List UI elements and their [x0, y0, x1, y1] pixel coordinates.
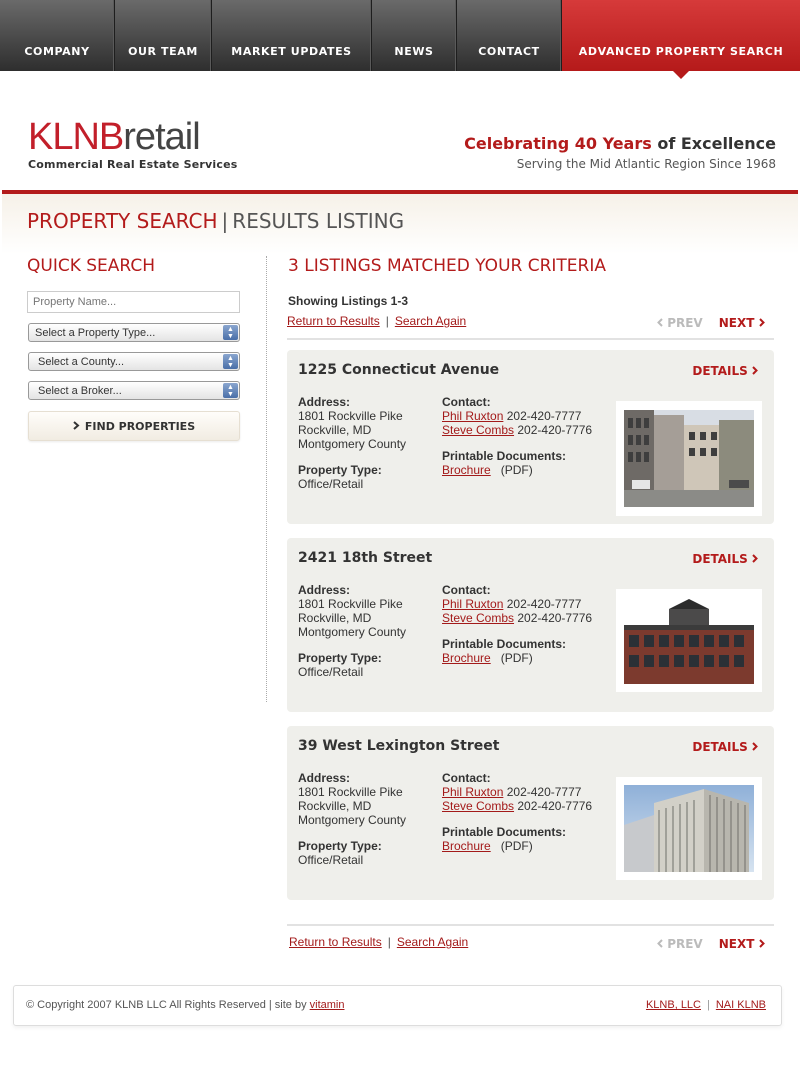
doc-type: (PDF) — [500, 463, 533, 477]
listing-address — [298, 771, 406, 867]
nav-company[interactable]: COMPANY — [0, 0, 115, 71]
next-button[interactable] — [719, 316, 765, 330]
results-divider-top — [287, 338, 774, 340]
page-title-left: PROPERTY SEARCH — [27, 209, 218, 233]
county-select-value: Select a County... — [38, 356, 125, 368]
doc-type: (PDF) — [500, 839, 533, 853]
tagline — [464, 134, 776, 171]
top-navigation — [0, 0, 800, 71]
property-type-label: Property Type: — [298, 463, 382, 477]
broker-select-value: Select a Broker... — [38, 385, 122, 397]
address-line1: 1801 Rockville Pike — [298, 785, 403, 799]
find-properties-button[interactable] — [28, 411, 240, 441]
property-name-input[interactable] — [27, 291, 240, 313]
pager-top — [657, 316, 765, 330]
brochure-link[interactable]: Brochure — [442, 839, 491, 853]
nav-market-updates[interactable]: MARKET UPDATES — [212, 0, 372, 71]
footer-links — [646, 999, 766, 1011]
county-select[interactable] — [28, 352, 240, 371]
property-type-value: Office/Retail — [298, 853, 364, 867]
tagline-sub: Serving the Mid Atlantic Region Since 1968 — [516, 157, 776, 171]
contact-phone: 202-420-7777 — [506, 597, 582, 611]
chevron-right-icon — [759, 939, 765, 948]
property-type-value: Office/Retail — [298, 477, 364, 491]
prev-label: PREV — [667, 937, 703, 951]
quick-search-title: QUICK SEARCH — [27, 256, 156, 276]
listing-name[interactable]: 1225 Connecticut Avenue — [298, 362, 500, 378]
tagline-main — [464, 134, 776, 153]
klnb-retail-logo[interactable] — [28, 118, 237, 171]
broker-select[interactable] — [28, 381, 240, 400]
address-line3: Montgomery County — [298, 813, 407, 827]
contact-name-link[interactable]: Steve Combs — [442, 799, 515, 813]
contact-label: Contact: — [442, 771, 491, 785]
details-button[interactable] — [692, 364, 758, 378]
address-line2: Rockville, MD — [298, 423, 372, 437]
logo-wordmark — [28, 118, 237, 156]
listing-contact — [442, 771, 592, 853]
listing-card — [287, 726, 774, 900]
copyright — [26, 999, 345, 1011]
select-arrows-icon: ▲ ▼ — [223, 383, 238, 398]
contact-phone: 202-420-7777 — [506, 785, 582, 799]
nav-advanced-property-search[interactable]: ADVANCED PROPERTY SEARCH — [562, 0, 800, 71]
contact-label: Contact: — [442, 583, 491, 597]
nai-klnb-link[interactable]: NAI KLNB — [715, 999, 766, 1011]
return-to-results-link[interactable]: Return to Results — [287, 314, 380, 328]
address-label: Address: — [298, 583, 351, 597]
logo-retail: retail — [123, 116, 200, 158]
details-button[interactable] — [692, 740, 758, 754]
page-title — [27, 209, 404, 233]
find-properties-label: FIND PROPERTIES — [84, 419, 196, 433]
property-photo-image — [624, 785, 754, 872]
property-photo-image — [624, 410, 754, 507]
chevron-right-icon — [73, 420, 80, 433]
printable-docs-label: Printable Documents: — [442, 637, 567, 651]
showing-listings: Showing Listings 1-3 — [288, 294, 409, 308]
tagline-excellence: of Excellence — [651, 134, 776, 153]
results-links-top — [287, 314, 466, 328]
property-photo[interactable] — [616, 589, 762, 692]
address-line3: Montgomery County — [298, 625, 407, 639]
prev-button[interactable] — [657, 316, 703, 330]
contact-name-link[interactable]: Steve Combs — [442, 423, 515, 437]
property-photo[interactable] — [616, 777, 762, 880]
details-label: DETAILS — [692, 364, 748, 378]
chevron-right-icon — [759, 318, 765, 327]
property-type-select[interactable] — [28, 323, 240, 342]
property-type-value: Office/Retail — [298, 665, 364, 679]
address-label: Address: — [298, 771, 351, 785]
footer — [13, 985, 782, 1026]
contact-name-link[interactable]: Phil Ruxton — [442, 409, 504, 423]
tagline-celebrating: Celebrating 40 Years — [464, 134, 652, 153]
address-line2: Rockville, MD — [298, 611, 372, 625]
logo-subtitle: Commercial Real Estate Services — [28, 158, 238, 171]
listing-contact — [442, 395, 592, 477]
contact-name-link[interactable]: Phil Ruxton — [442, 597, 504, 611]
contact-label: Contact: — [442, 395, 491, 409]
address-line1: 1801 Rockville Pike — [298, 597, 403, 611]
details-label: DETAILS — [692, 552, 748, 566]
details-label: DETAILS — [692, 740, 748, 754]
listing-name[interactable]: 39 West Lexington Street — [298, 738, 500, 754]
klnb-llc-link[interactable]: KLNB, LLC — [645, 999, 701, 1011]
copyright-text: © Copyright 2007 KLNB LLC All Rights Reserved | site by — [26, 999, 310, 1011]
link-separator: | — [385, 314, 389, 328]
search-again-link[interactable]: Search Again — [396, 935, 469, 949]
nav-news[interactable]: NEWS — [372, 0, 457, 71]
address-line3: Montgomery County — [298, 437, 407, 451]
chevron-left-icon — [657, 318, 663, 327]
results-title: 3 LISTINGS MATCHED YOUR CRITERIA — [288, 256, 607, 276]
listing-address — [298, 583, 406, 679]
nav-our-team[interactable]: OUR TEAM — [115, 0, 212, 71]
contact-phone: 202-420-7776 — [517, 611, 593, 625]
listing-address — [298, 395, 406, 491]
link-separator: | — [387, 935, 391, 949]
listing-card — [287, 538, 774, 712]
contact-name-link[interactable]: Steve Combs — [442, 611, 515, 625]
next-button[interactable] — [719, 937, 765, 951]
nav-contact[interactable]: CONTACT — [457, 0, 562, 71]
property-type-label: Property Type: — [298, 651, 382, 665]
contact-phone: 202-420-7777 — [506, 409, 582, 423]
brochure-link[interactable]: Brochure — [442, 463, 491, 477]
prev-button[interactable] — [657, 937, 703, 951]
vitamin-link[interactable]: vitamin — [309, 999, 345, 1011]
page-title-right: RESULTS LISTING — [232, 209, 405, 233]
select-arrows-icon: ▲ ▼ — [223, 325, 238, 340]
contact-phone: 202-420-7776 — [517, 799, 593, 813]
details-button[interactable] — [692, 552, 758, 566]
results-links-bottom — [289, 935, 468, 949]
property-type-select-value: Select a Property Type... — [35, 327, 156, 339]
page-title-separator: | — [221, 209, 229, 233]
listing-name[interactable]: 2421 18th Street — [298, 550, 433, 566]
pager-bottom — [657, 937, 765, 951]
footer-separator: | — [707, 999, 710, 1011]
return-to-results-link[interactable]: Return to Results — [289, 935, 382, 949]
listing-card — [287, 350, 774, 524]
printable-docs-label: Printable Documents: — [442, 825, 567, 839]
column-divider — [266, 256, 267, 702]
chevron-right-icon — [752, 742, 758, 751]
chevron-left-icon — [657, 939, 663, 948]
select-arrows-icon: ▲ ▼ — [223, 354, 238, 369]
logo-klnb: KLNB — [28, 116, 124, 158]
chevron-right-icon — [752, 366, 758, 375]
doc-type: (PDF) — [500, 651, 533, 665]
contact-phone: 202-420-7776 — [517, 423, 593, 437]
address-label: Address: — [298, 395, 351, 409]
results-divider-bottom — [287, 924, 774, 926]
address-line2: Rockville, MD — [298, 799, 372, 813]
chevron-right-icon — [752, 554, 758, 563]
property-type-label: Property Type: — [298, 839, 382, 853]
brochure-link[interactable]: Brochure — [442, 651, 491, 665]
next-label: NEXT — [718, 316, 755, 330]
next-label: NEXT — [718, 937, 755, 951]
property-photo[interactable] — [616, 401, 762, 516]
printable-docs-label: Printable Documents: — [442, 449, 567, 463]
search-again-link[interactable]: Search Again — [394, 314, 467, 328]
listing-contact — [442, 583, 592, 665]
contact-name-link[interactable]: Phil Ruxton — [442, 785, 504, 799]
address-line1: 1801 Rockville Pike — [298, 409, 403, 423]
property-photo-image — [624, 597, 754, 684]
prev-label: PREV — [667, 316, 703, 330]
